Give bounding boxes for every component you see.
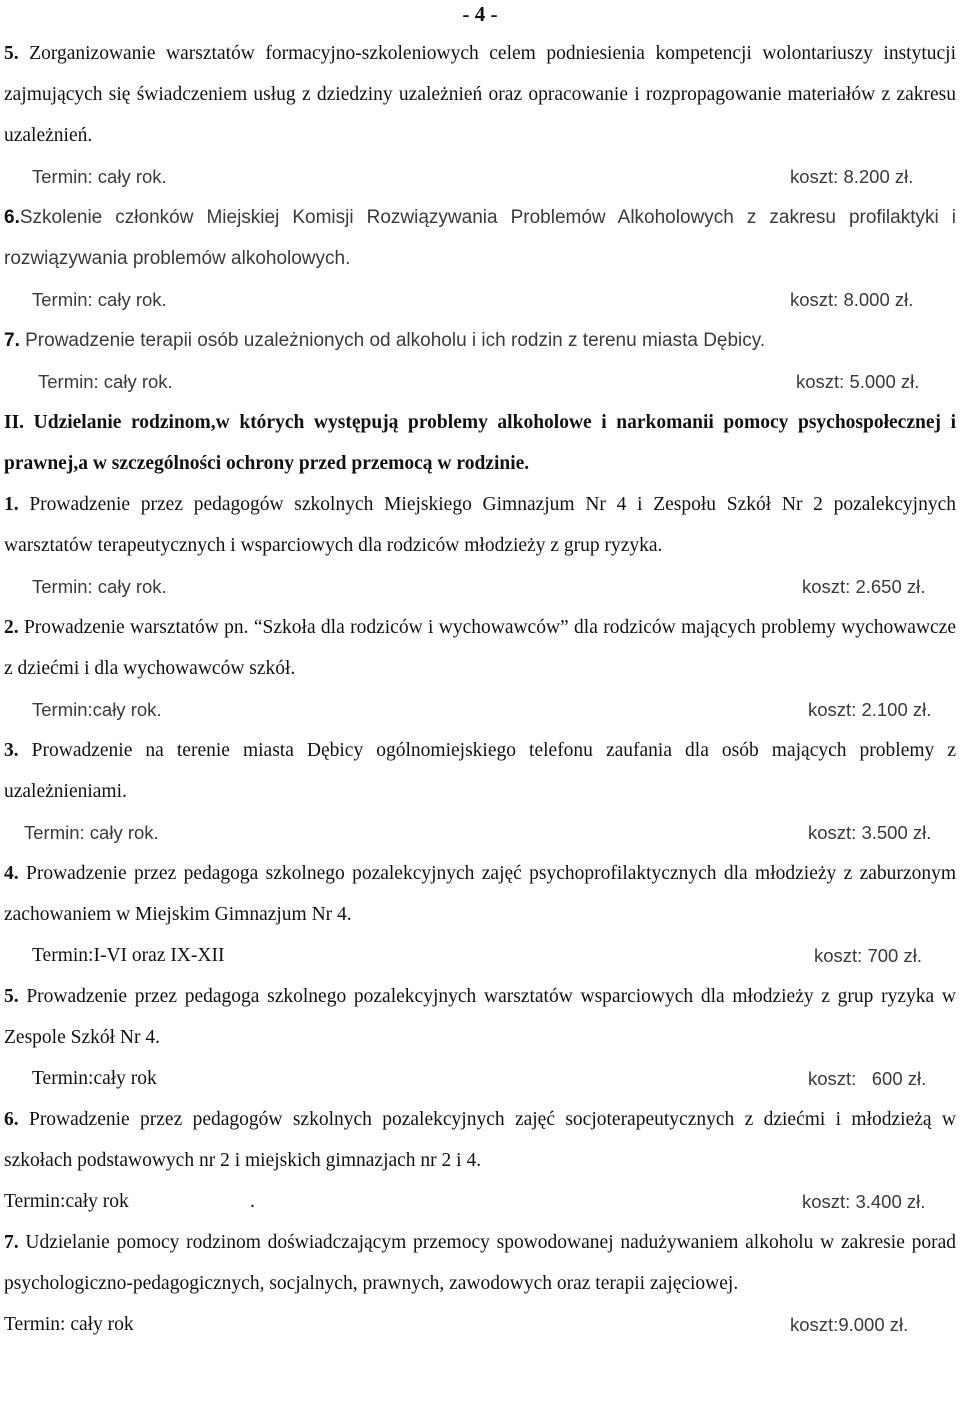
item-number: 3. (4, 740, 19, 761)
section-text: Udzielanie rodzinom,w których występują problemy alkoholowe i narkomanii pomocy psychospołecznej i prawnej,a w szczególności ochrony przed przemocą w rodzinie. (4, 412, 956, 474)
term-cost-line (4, 279, 956, 320)
section-2-item-4 (4, 853, 956, 935)
item-number: 2. (4, 617, 19, 638)
term-label: Termin:cały rok (4, 1191, 129, 1212)
item-number: 6. (4, 1109, 19, 1130)
section-2-heading (4, 402, 956, 484)
item-text: Prowadzenie terapii osób uzależnionych od alkoholu i ich rodzin z terenu miasta Dębicy. (19, 330, 766, 351)
item-number: 4. (4, 863, 19, 884)
term-cost-line (4, 1181, 956, 1222)
item-text: Udzielanie pomocy rodzinom doświadczającym przemocy spowodowanej nadużywaniem alkoholu w zakresie porad psychologiczno-pedagogicznych, socjalnych, prawnych, zawodowych oraz terapii zajęciowej. (4, 1232, 956, 1294)
term-cost-line (4, 689, 956, 730)
item-text: Prowadzenie przez pedagogów szkolnych Miejskiego Gimnazjum Nr 4 i Zespołu Szkół Nr 2 pozalekcyjnych warsztatów terapeutycznych i wsparciowych dla rodziców młodzieży z grup ryzyka. (4, 494, 956, 556)
term-cost-line (4, 935, 956, 976)
cost-label: koszt: 2.650 zł. (802, 576, 926, 597)
item-text: Prowadzenie przez pedagogów szkolnych pozalekcyjnych zajęć socjoterapeutycznych z dziećmi i młodzieżą w szkołach podstawowych nr 2 i miejskich gimnazjach nr 2 i 4. (4, 1109, 956, 1171)
item-number: 5. (4, 43, 19, 64)
term-label: Termin: cały rok (4, 1314, 134, 1335)
term-cost-line (4, 156, 956, 197)
item-6-paragraph (4, 197, 956, 279)
item-number: 7. (4, 1232, 19, 1253)
item-number: 1. (4, 494, 19, 515)
item-text: Prowadzenie warsztatów pn. “Szkoła dla rodziców i wychowawców” dla rodziców mających problemy wychowawcze z dziećmi i dla wychowawców szkół. (4, 617, 956, 679)
item-text: Prowadzenie na terenie miasta Dębicy ogólnomiejskiego telefonu zaufania dla osób mających problemy z uzależnieniami. (4, 740, 956, 802)
cost-label: koszt: 700 zł. (814, 945, 922, 966)
term-label: Termin: cały rok. (32, 166, 167, 187)
section-2-item-6 (4, 1099, 956, 1181)
section-2-item-2 (4, 607, 956, 689)
section-2-item-1 (4, 484, 956, 566)
term-label: Termin: cały rok. (24, 822, 159, 843)
document-body (4, 33, 956, 1345)
item-number: 6. (4, 207, 20, 228)
item-5-paragraph (4, 33, 956, 156)
page-number: - 4 - (462, 2, 498, 26)
item-number: 5. (4, 986, 19, 1007)
term-label: Termin:I-VI oraz IX-XII (32, 945, 225, 966)
item-number: 7. (4, 330, 20, 351)
item-text: Szkolenie członków Miejskiej Komisji Rozwiązywania Problemów Alkoholowych z zakresu profilaktyki i rozwiązywania problemów alkoholowych. (4, 207, 956, 269)
cost-label: koszt: 8.200 zł. (790, 166, 914, 187)
item-text: Prowadzenie przez pedagoga szkolnego pozalekcyjnych zajęć psychoprofilaktycznych dla młodzieży z zaburzonym zachowaniem w Miejskim Gimnazjum Nr 4. (4, 863, 956, 925)
cost-label: koszt: 600 zł. (808, 1068, 927, 1089)
term-cost-line (4, 1058, 956, 1099)
cost-label: koszt: 2.100 zł. (808, 699, 932, 720)
cost-label: koszt: 3.500 zł. (808, 822, 932, 843)
term-label: Termin: cały rok. (32, 576, 167, 597)
term-cost-line (4, 812, 956, 853)
item-7-paragraph (4, 320, 956, 361)
dot-mark: . (250, 1191, 255, 1212)
item-text: Prowadzenie przez pedagoga szkolnego pozalekcyjnych warsztatów wsparciowych dla młodzieży z grup ryzyka w Zespole Szkół Nr 4. (4, 986, 956, 1048)
section-number: II. (4, 412, 25, 433)
cost-label: koszt: 3.400 zł. (802, 1191, 926, 1212)
section-2-item-7 (4, 1222, 956, 1304)
cost-label: koszt:9.000 zł. (790, 1314, 909, 1335)
section-2-item-5 (4, 976, 956, 1058)
term-label: Termin:cały rok. (32, 699, 162, 720)
term-label: Termin:cały rok (32, 1068, 157, 1089)
term-label: Termin: cały rok. (38, 371, 173, 392)
term-cost-line (4, 1304, 956, 1345)
section-2-item-3 (4, 730, 956, 812)
cost-label: koszt: 8.000 zł. (790, 289, 914, 310)
term-cost-line (4, 361, 956, 402)
cost-label: koszt: 5.000 zł. (796, 371, 920, 392)
item-text: Zorganizowanie warsztatów formacyjno-szkoleniowych celem podniesienia kompetencji wolontariuszy instytucji zajmujących się świadczeniem usług z dziedziny uzależnień oraz opracowanie i rozpropagowanie materiałów z zakresu uzależnień. (4, 43, 956, 146)
term-label: Termin: cały rok. (32, 289, 167, 310)
term-cost-line (4, 566, 956, 607)
